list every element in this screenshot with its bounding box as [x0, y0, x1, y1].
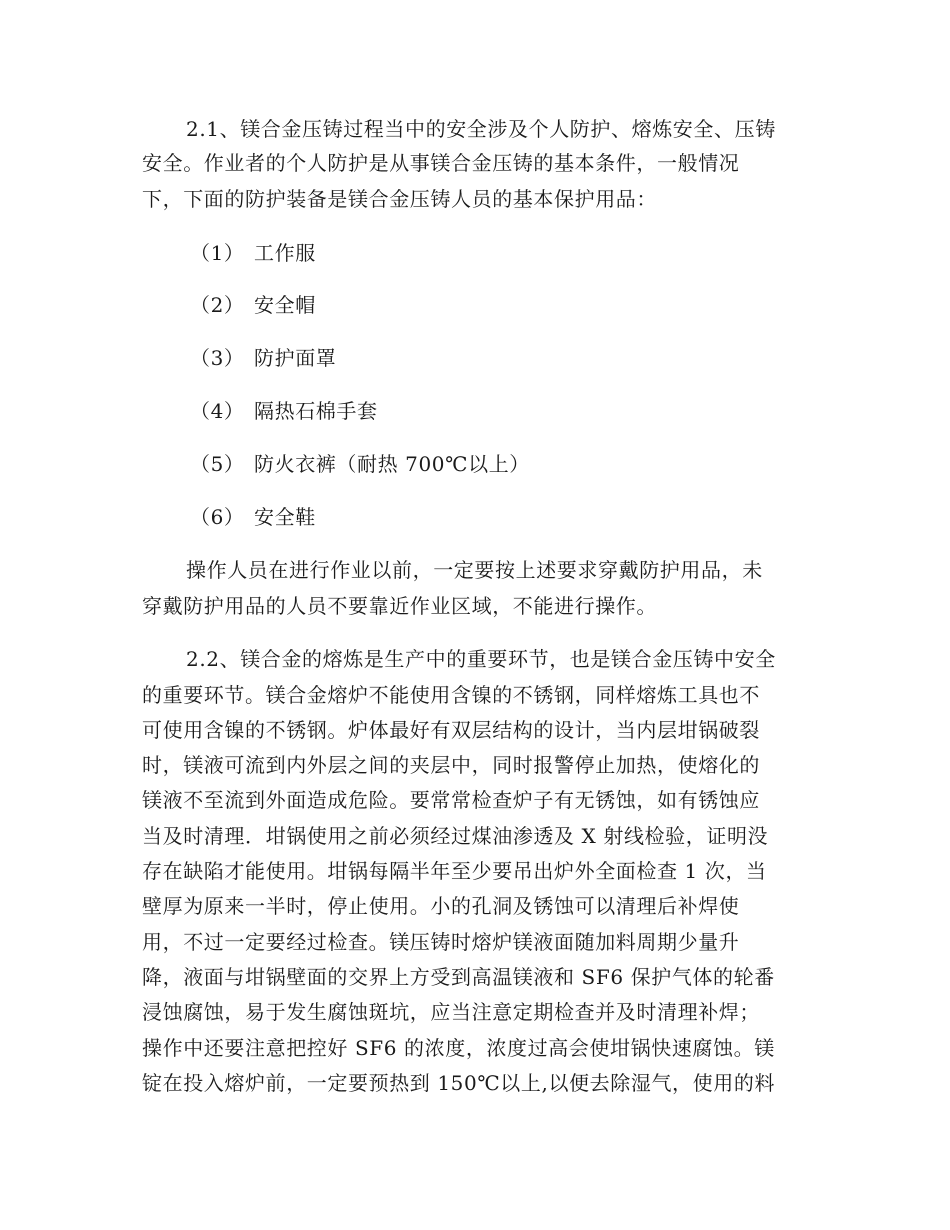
paragraph-line: 2.2、镁合金的熔炼是生产中的重要环节，也是镁合金压铸中安全 [186, 647, 776, 671]
list-text: 安全鞋 [254, 505, 316, 529]
list-text: 防火衣裤（耐热 700℃以上） [254, 452, 530, 476]
list-text: 工作服 [254, 241, 316, 265]
list-number: （4） [190, 399, 245, 423]
paragraph-line: 可使用含镍的不锈钢。炉体最好有双层结构的设计，当内层坩锅破裂 [142, 718, 760, 742]
list-text: 安全帽 [254, 293, 316, 317]
list-item [190, 292, 690, 318]
paragraph-line: 2.1、镁合金压铸过程当中的安全涉及个人防护、熔炼安全、压铸 [186, 117, 776, 141]
list-item [190, 451, 690, 477]
paragraph-line: 镁液不至流到外面造成危险。要常常检查炉子有无锈蚀，如有锈蚀应 [142, 788, 760, 812]
list-text: 防护面罩 [254, 346, 337, 370]
paragraph-line: 锭在投入熔炉前，一定要预热到 150℃以上,以便去除湿气，使用的料 [142, 1071, 776, 1095]
paragraph-line: 操作人员在进行作业以前，一定要按上述要求穿戴防护用品，未 [186, 558, 763, 582]
paragraph-line: 下，下面的防护装备是镁合金压铸人员的基本保护用品： [142, 187, 657, 211]
list-item [190, 345, 690, 371]
list-item [190, 240, 690, 266]
list-number: （5） [190, 452, 245, 476]
paragraph-line: 穿戴防护用品的人员不要靠近作业区域，不能进行操作。 [142, 594, 657, 618]
paragraph-line: 当及时清理．坩锅使用之前必须经过煤油渗透及 X 射线检验，证明没 [142, 824, 769, 848]
list-number: （3） [190, 346, 245, 370]
paragraph-line: 用，不过一定要经过检查。镁压铸时熔炉镁液面随加料周期少量升 [142, 930, 740, 954]
paragraph-line: 壁厚为原来一半时，停止使用。小的孔洞及锈蚀可以清理后补焊使 [142, 894, 740, 918]
paragraph-line: 操作中还要注意把控好 SF6 的浓度，浓度过高会使坩锅快速腐蚀。镁 [142, 1036, 775, 1060]
paragraph-line: 降，液面与坩锅壁面的交界上方受到高温镁液和 SF6 保护气体的轮番 [142, 965, 775, 989]
paragraph-line: 浸蚀腐蚀，易于发生腐蚀斑坑，应当注意定期检查并及时清理补焊； [142, 1000, 760, 1024]
list-number: （2） [190, 293, 245, 317]
paragraph-line: 的重要环节。镁合金熔炉不能使用含镍的不锈钢，同样熔炼工具也不 [142, 683, 760, 707]
paragraph-line: 时，镁液可流到内外层之间的夹层中，同时报警停止加热，使熔化的 [142, 753, 760, 777]
list-text: 隔热石棉手套 [254, 399, 378, 423]
list-number: （1） [190, 241, 245, 265]
paragraph-line: 安全。作业者的个人防护是从事镁合金压铸的基本条件，一般情况 [142, 151, 740, 175]
list-number: （6） [190, 505, 245, 529]
paragraph-line: 存在缺陷才能使用。坩锅每隔半年至少要吊出炉外全面检查 1 次，当 [142, 859, 767, 883]
list-item [190, 398, 690, 424]
list-item [190, 504, 690, 530]
